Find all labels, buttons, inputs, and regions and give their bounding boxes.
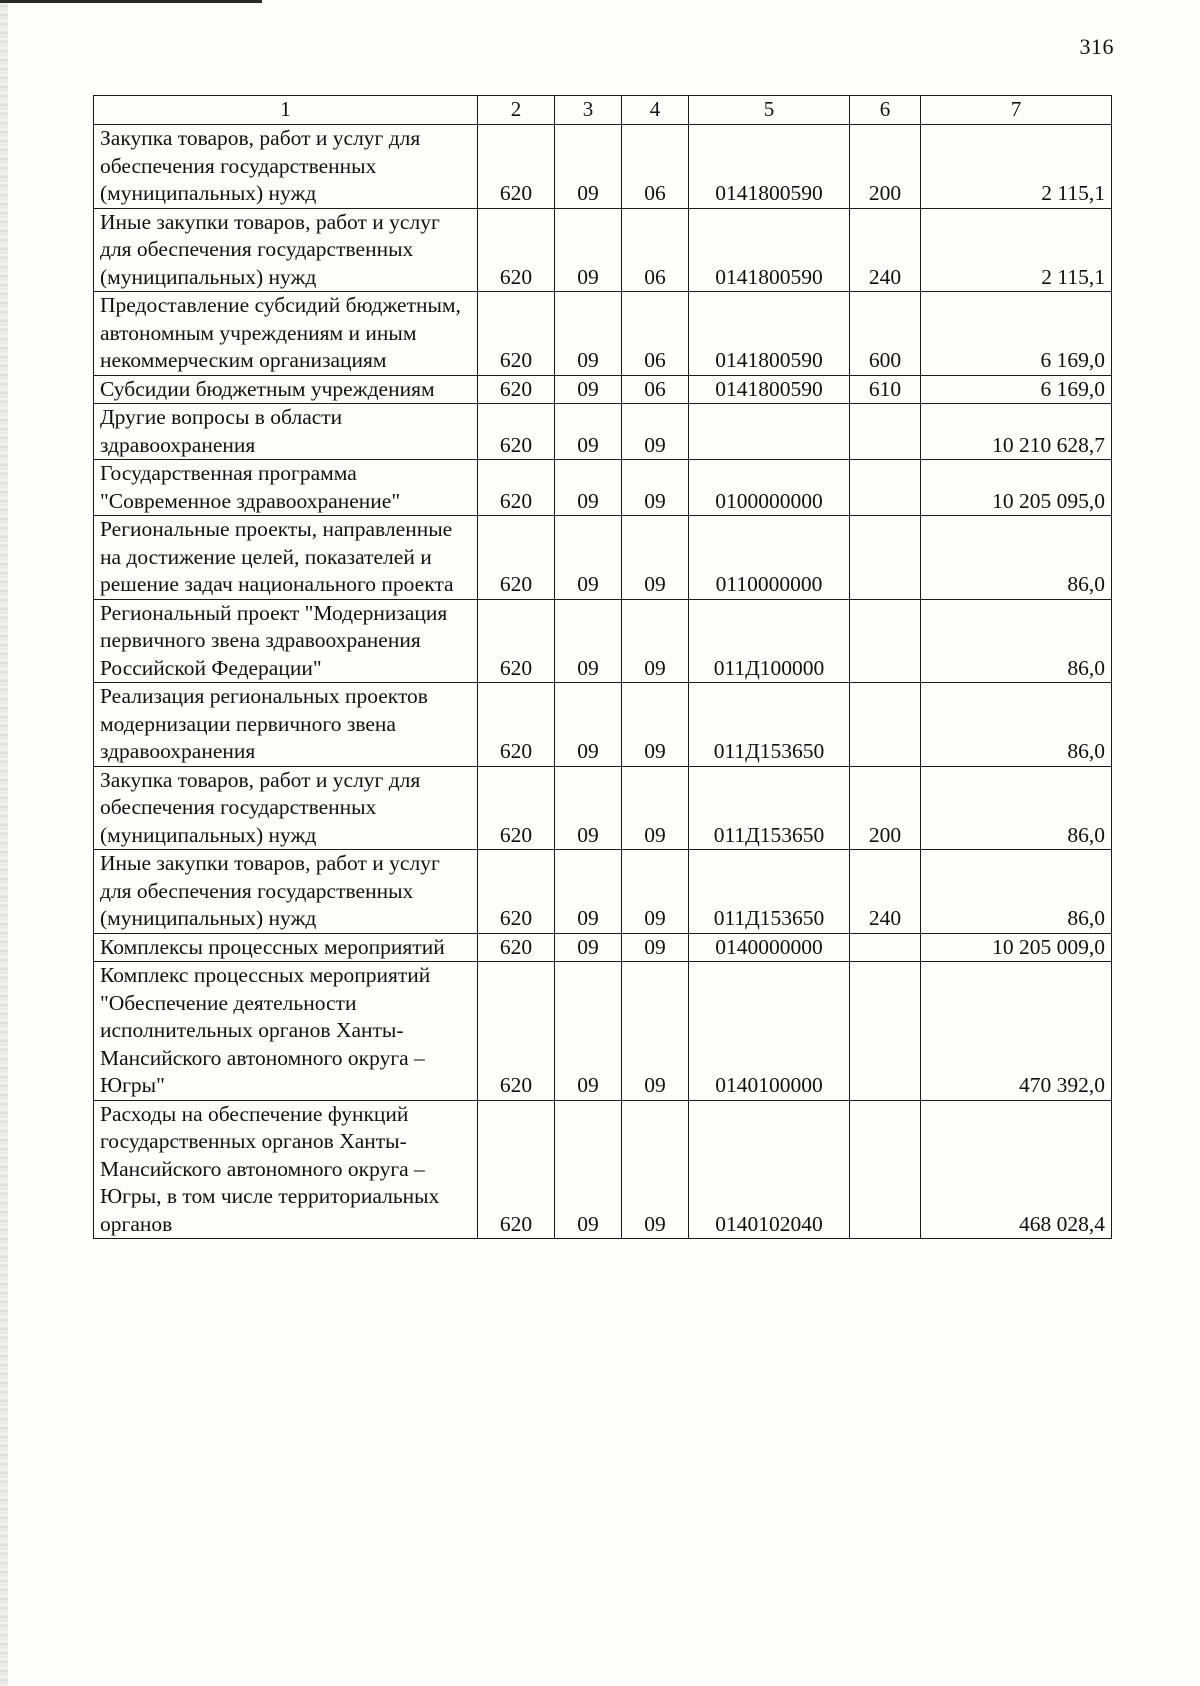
row-col6-cell (850, 683, 921, 767)
table-row (94, 683, 1112, 767)
row-col2-cell: 620 (478, 292, 555, 376)
row-col6-cell (850, 460, 921, 516)
row-col5-cell: 0100000000 (689, 460, 850, 516)
table-row (94, 599, 1112, 683)
table-row (94, 850, 1112, 934)
row-name-cell: Региональные проекты, направленные на достижение целей, показателей и решение задач национального проекта (94, 516, 478, 600)
row-name-cell: Закупка товаров, работ и услуг для обеспечения государственных (муниципальных) нужд (94, 766, 478, 850)
header-col-2: 2 (478, 96, 555, 125)
budget-table (93, 95, 1112, 1239)
row-amount-cell: 86,0 (921, 516, 1112, 600)
table-row (94, 208, 1112, 292)
row-col3-cell: 09 (555, 850, 622, 934)
row-col6-cell: 240 (850, 208, 921, 292)
row-col6-cell: 200 (850, 766, 921, 850)
row-col3-cell: 09 (555, 208, 622, 292)
row-name-cell: Иные закупки товаров, работ и услуг для обеспечения государственных (муниципальных) нужд (94, 208, 478, 292)
row-col4-cell: 09 (622, 683, 689, 767)
row-col6-cell (850, 516, 921, 600)
row-col4-cell: 09 (622, 1100, 689, 1239)
row-name-cell: Расходы на обеспечение функций государственных органов Ханты-Мансийского автономного округа – Югры, в том числе территориальных органов (94, 1100, 478, 1239)
scan-edge-shadow (0, 0, 8, 1686)
row-name-cell: Другие вопросы в области здравоохранения (94, 404, 478, 460)
row-col4-cell: 09 (622, 962, 689, 1101)
row-col2-cell: 620 (478, 683, 555, 767)
row-col6-cell: 240 (850, 850, 921, 934)
row-col2-cell: 620 (478, 404, 555, 460)
row-col3-cell: 09 (555, 766, 622, 850)
row-col3-cell: 09 (555, 516, 622, 600)
table-row (94, 375, 1112, 404)
row-col4-cell: 09 (622, 933, 689, 962)
row-amount-cell: 468 028,4 (921, 1100, 1112, 1239)
row-name-cell: Комплексы процессных мероприятий (94, 933, 478, 962)
table-row (94, 404, 1112, 460)
header-col-3: 3 (555, 96, 622, 125)
row-col3-cell: 09 (555, 683, 622, 767)
row-col5-cell: 011Д153650 (689, 766, 850, 850)
row-amount-cell: 86,0 (921, 599, 1112, 683)
row-col5-cell: 0140100000 (689, 962, 850, 1101)
row-col2-cell: 620 (478, 208, 555, 292)
row-name-cell: Региональный проект "Модернизация первичного звена здравоохранения Российской Федерации" (94, 599, 478, 683)
row-amount-cell: 6 169,0 (921, 292, 1112, 376)
row-col2-cell: 620 (478, 460, 555, 516)
row-col2-cell: 620 (478, 1100, 555, 1239)
table-row (94, 460, 1112, 516)
row-amount-cell: 86,0 (921, 766, 1112, 850)
page-number: 316 (1079, 34, 1114, 59)
row-col4-cell: 09 (622, 460, 689, 516)
row-col6-cell (850, 599, 921, 683)
row-col5-cell (689, 404, 850, 460)
row-amount-cell: 86,0 (921, 683, 1112, 767)
row-col6-cell (850, 404, 921, 460)
row-col6-cell (850, 1100, 921, 1239)
table-row (94, 516, 1112, 600)
row-amount-cell: 470 392,0 (921, 962, 1112, 1101)
row-col4-cell: 09 (622, 516, 689, 600)
table-row (94, 125, 1112, 209)
row-col5-cell: 0141800590 (689, 375, 850, 404)
row-name-cell: Закупка товаров, работ и услуг для обеспечения государственных (муниципальных) нужд (94, 125, 478, 209)
row-col4-cell: 06 (622, 208, 689, 292)
row-col3-cell: 09 (555, 404, 622, 460)
row-col5-cell: 011Д153650 (689, 850, 850, 934)
row-col5-cell: 0141800590 (689, 292, 850, 376)
row-col3-cell: 09 (555, 292, 622, 376)
row-col3-cell: 09 (555, 933, 622, 962)
row-amount-cell: 86,0 (921, 850, 1112, 934)
row-col4-cell: 06 (622, 125, 689, 209)
row-col6-cell (850, 962, 921, 1101)
row-name-cell: Реализация региональных проектов модернизации первичного звена здравоохранения (94, 683, 478, 767)
header-col-4: 4 (622, 96, 689, 125)
top-rule (0, 0, 262, 3)
row-col3-cell: 09 (555, 962, 622, 1101)
row-amount-cell: 10 205 009,0 (921, 933, 1112, 962)
row-col4-cell: 09 (622, 404, 689, 460)
table-row (94, 962, 1112, 1101)
row-name-cell: Иные закупки товаров, работ и услуг для обеспечения государственных (муниципальных) нужд (94, 850, 478, 934)
row-amount-cell: 10 205 095,0 (921, 460, 1112, 516)
row-col3-cell: 09 (555, 460, 622, 516)
row-col2-cell: 620 (478, 516, 555, 600)
row-col5-cell: 0140000000 (689, 933, 850, 962)
row-amount-cell: 2 115,1 (921, 208, 1112, 292)
row-name-cell: Комплекс процессных мероприятий "Обеспечение деятельности исполнительных органов Ханты-Мансийского автономного округа – Югры" (94, 962, 478, 1101)
table-row (94, 933, 1112, 962)
row-amount-cell: 2 115,1 (921, 125, 1112, 209)
table-body (94, 125, 1112, 1239)
header-col-7: 7 (921, 96, 1112, 125)
row-col2-cell: 620 (478, 962, 555, 1101)
table-row (94, 766, 1112, 850)
row-col2-cell: 620 (478, 375, 555, 404)
table-row (94, 1100, 1112, 1239)
header-col-6: 6 (850, 96, 921, 125)
table-row (94, 292, 1112, 376)
row-col6-cell (850, 933, 921, 962)
row-col5-cell: 0110000000 (689, 516, 850, 600)
row-col6-cell: 600 (850, 292, 921, 376)
row-col4-cell: 06 (622, 292, 689, 376)
row-amount-cell: 6 169,0 (921, 375, 1112, 404)
row-col2-cell: 620 (478, 933, 555, 962)
row-col4-cell: 06 (622, 375, 689, 404)
table-header-row (94, 96, 1112, 125)
row-col2-cell: 620 (478, 766, 555, 850)
row-col6-cell: 200 (850, 125, 921, 209)
row-col3-cell: 09 (555, 599, 622, 683)
row-col4-cell: 09 (622, 599, 689, 683)
row-name-cell: Субсидии бюджетным учреждениям (94, 375, 478, 404)
row-col5-cell: 011Д153650 (689, 683, 850, 767)
row-amount-cell: 10 210 628,7 (921, 404, 1112, 460)
row-col3-cell: 09 (555, 375, 622, 404)
row-col4-cell: 09 (622, 850, 689, 934)
row-col5-cell: 011Д100000 (689, 599, 850, 683)
header-col-1: 1 (94, 96, 478, 125)
row-col2-cell: 620 (478, 599, 555, 683)
row-col5-cell: 0141800590 (689, 125, 850, 209)
header-col-5: 5 (689, 96, 850, 125)
row-col5-cell: 0141800590 (689, 208, 850, 292)
row-col4-cell: 09 (622, 766, 689, 850)
row-col3-cell: 09 (555, 125, 622, 209)
row-col2-cell: 620 (478, 125, 555, 209)
row-name-cell: Предоставление субсидий бюджетным, автономным учреждениям и иным некоммерческим организациям (94, 292, 478, 376)
row-col2-cell: 620 (478, 850, 555, 934)
row-col3-cell: 09 (555, 1100, 622, 1239)
row-col5-cell: 0140102040 (689, 1100, 850, 1239)
row-name-cell: Государственная программа "Современное здравоохранение" (94, 460, 478, 516)
row-col6-cell: 610 (850, 375, 921, 404)
